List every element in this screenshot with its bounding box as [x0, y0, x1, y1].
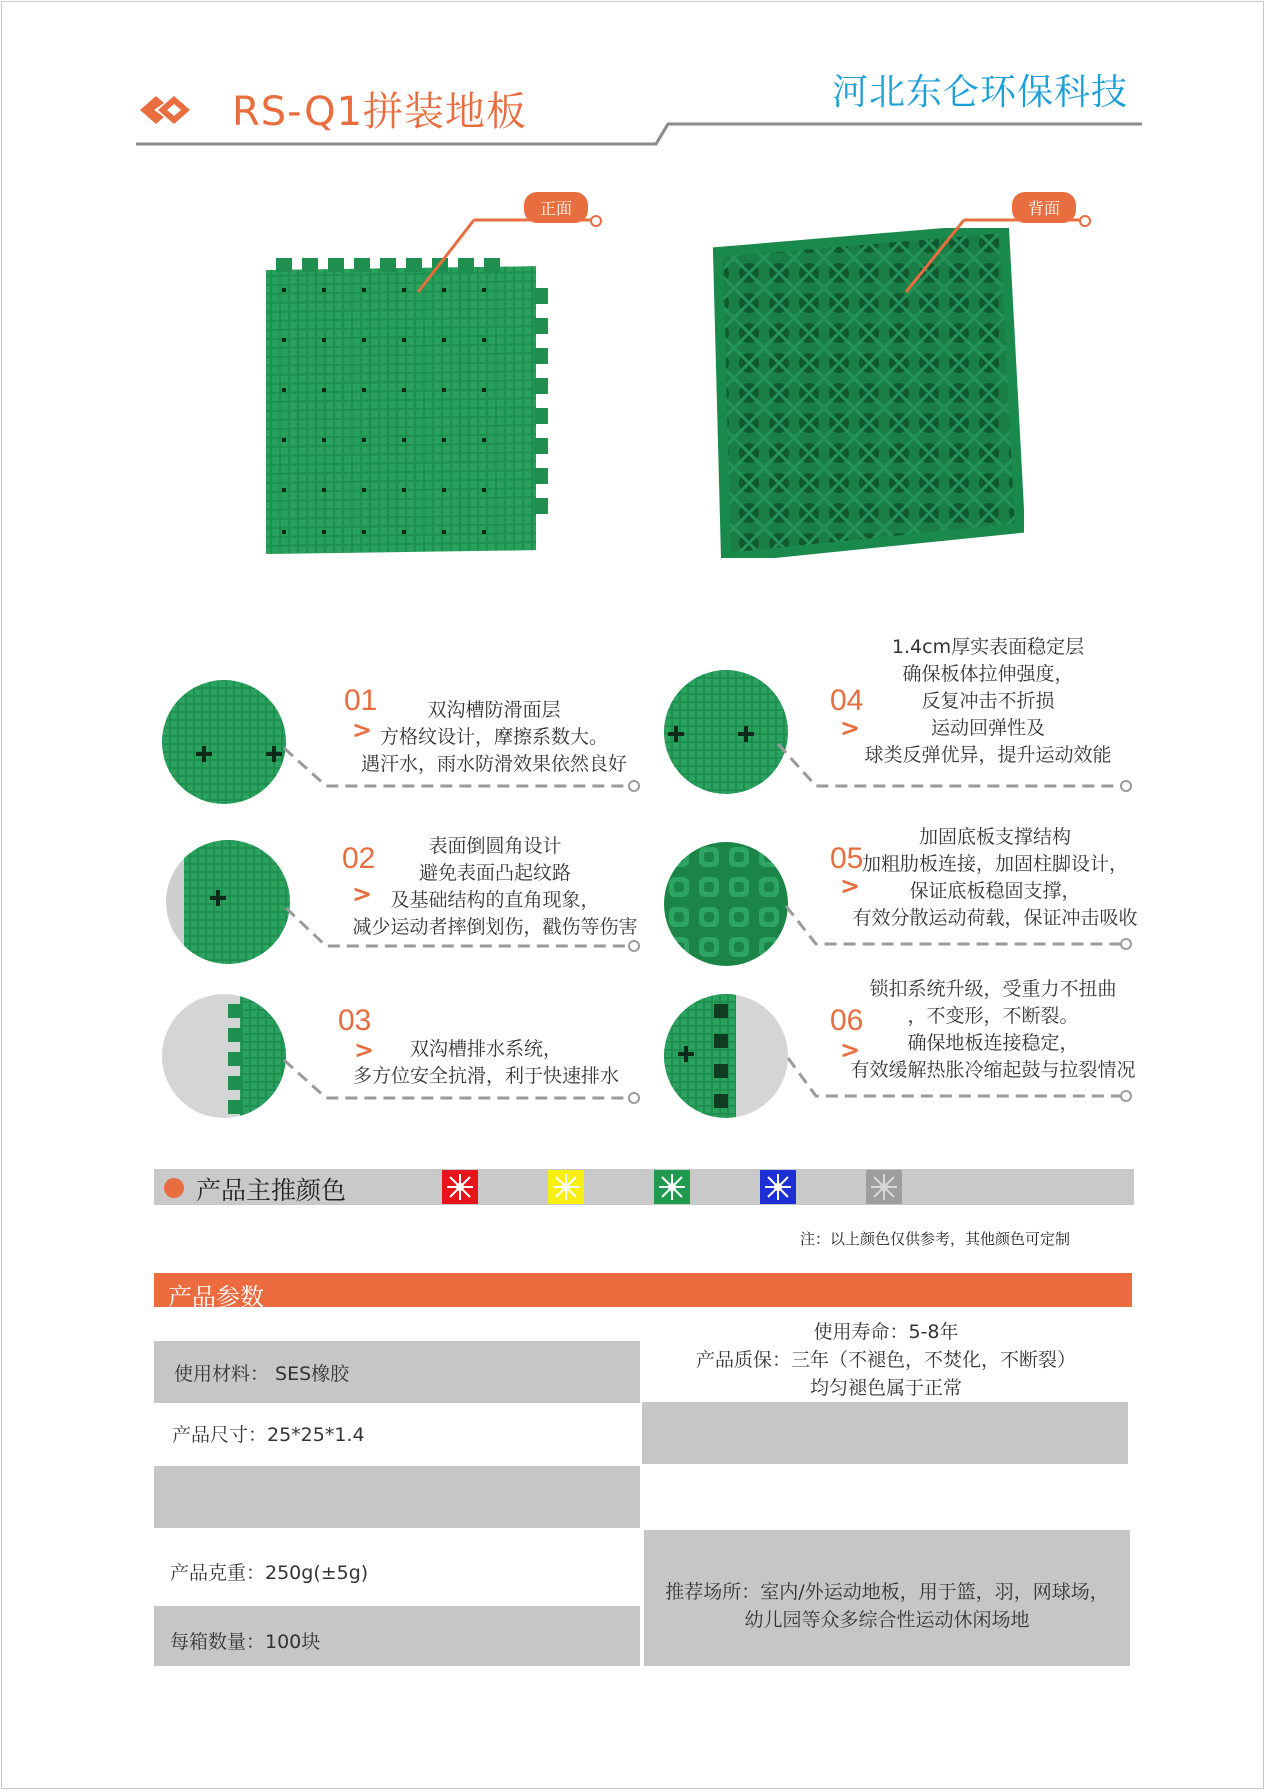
feature-02-image: [166, 840, 290, 964]
front-tile-photo: [262, 258, 554, 558]
feature-01-image: [162, 680, 286, 804]
feature-03-number: 03: [338, 1004, 372, 1037]
feature-06-text: 锁扣系统升级，受重力不扭曲 ，不变形，不断裂。 确保地板连接稳定， 有效缓解热胀冷缩起鼓与拉裂情况: [850, 978, 1136, 1081]
swatch-yellow: [548, 1170, 584, 1204]
feature-06-image: [664, 994, 788, 1118]
feature-04-image: [664, 670, 788, 794]
feature-02-number: 02: [342, 842, 376, 875]
param-empty-left-cell: [154, 1466, 640, 1528]
swatch-gray: [866, 1170, 902, 1204]
front-tag: 正面: [524, 192, 588, 223]
feature-02-text: 表面倒圆角设计 避免表面凸起纹路 及基础结构的直角现象， 减少运动者摔倒划伤，戳伤等伤害: [352, 835, 638, 938]
feature-05-image: [664, 842, 788, 966]
feature-04-arrow-icon: >: [840, 714, 861, 742]
feature-04-number: 04: [830, 684, 864, 717]
company-name: 河北东仑环保科技: [832, 72, 1129, 113]
param-box-qty: 每箱数量：100块: [170, 1631, 321, 1653]
param-empty-right-cell: [642, 1402, 1128, 1464]
feature-01-text: 双沟槽防滑面层 方格纹设计，摩擦系数大。 遇汗水，雨水防滑效果依然良好: [360, 699, 627, 775]
header-divider: [136, 110, 1144, 150]
feature-01-number: 01: [344, 684, 378, 717]
params-heading: 产品参数: [168, 1283, 264, 1311]
params-header-bar: [154, 1273, 1132, 1307]
feature-05-number: 05: [830, 842, 864, 875]
colors-bullet-icon: [164, 1178, 184, 1198]
colors-note: 注：以上颜色仅供参考，其他颜色可定制: [800, 1230, 1071, 1248]
feature-04-text: 1.4cm厚实表面稳定层 确保板体拉伸强度， 反复冲击不折损 运动回弹性及 球类反弹优异，提升运动效能: [864, 636, 1112, 766]
colors-label: 产品主推颜色: [196, 1176, 347, 1205]
feature-02-arrow-icon: >: [352, 880, 373, 908]
param-weight: 产品克重：250g(±5g): [170, 1562, 369, 1584]
feature-03-image: [162, 994, 286, 1118]
swatch-blue: [760, 1170, 796, 1204]
swatch-red: [442, 1170, 478, 1204]
swatch-green: [654, 1170, 690, 1204]
param-venue: 推荐场所：室内/外运动地板，用于篮，羽，网球场， 幼儿园等众多综合性运动休闲场地: [665, 1581, 1109, 1631]
back-tile-photo: [704, 228, 1024, 558]
param-material: 使用材料： SES橡胶: [174, 1363, 350, 1385]
page-title: RS-Q1拼装地板: [232, 89, 528, 135]
feature-05-arrow-icon: >: [840, 872, 861, 900]
feature-03-arrow-icon: >: [354, 1036, 375, 1064]
param-life: 使用寿命：5-8年 产品质保：三年（不褪色，不焚化，不断裂） 均匀褪色属于正常: [695, 1321, 1076, 1399]
feature-06-number: 06: [830, 1004, 864, 1037]
feature-06-arrow-icon: >: [840, 1036, 861, 1064]
feature-01-arrow-icon: >: [352, 716, 373, 744]
param-size: 产品尺寸：25*25*1.4: [172, 1424, 365, 1446]
back-tag: 背面: [1012, 192, 1076, 223]
feature-05-text: 加固底板支撑结构 加粗肋板连接，加固柱脚设计， 保证底板稳固支撑， 有效分散运动荷载，保证冲击吸收: [852, 826, 1138, 929]
feature-03-text: 双沟槽排水系统， 多方位安全抗滑，利于快速排水: [352, 1038, 619, 1087]
